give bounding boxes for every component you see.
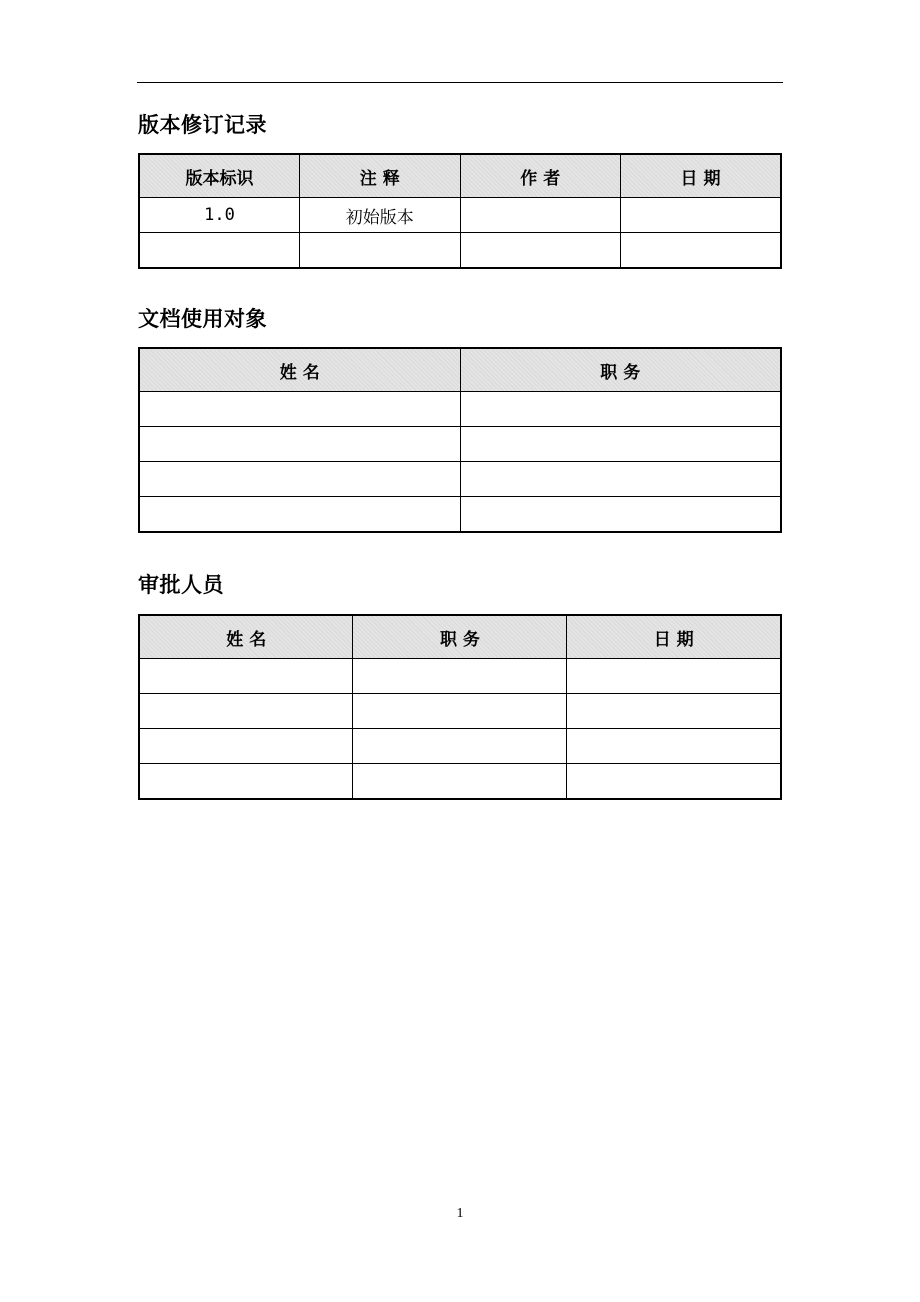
audience-header-position: 职 务 — [460, 348, 781, 392]
audience-cell-position — [460, 462, 781, 497]
audience-cell-name — [139, 497, 460, 533]
approvers-cell-name — [139, 659, 353, 694]
revision-cell-version — [139, 233, 300, 269]
approvers-cell-name — [139, 694, 353, 729]
page-number: 1 — [456, 1206, 464, 1221]
audience-cell-position — [460, 497, 781, 533]
table-row — [139, 497, 781, 533]
approvers-cell-date — [567, 729, 781, 764]
revision-section-title: 版本修订记录 — [138, 113, 267, 137]
table-row — [139, 427, 781, 462]
approvers-table — [138, 614, 782, 800]
approvers-cell-name — [139, 729, 353, 764]
approvers-cell-name — [139, 764, 353, 800]
audience-header-name: 姓 名 — [139, 348, 460, 392]
table-row — [139, 198, 781, 233]
audience-cell-name — [139, 392, 460, 427]
approvers-header-position: 职 务 — [353, 615, 567, 659]
table-row — [139, 462, 781, 497]
audience-cell-position — [460, 427, 781, 462]
table-row — [139, 729, 781, 764]
audience-cell-name — [139, 427, 460, 462]
revision-cell-notes — [300, 233, 461, 269]
approvers-cell-date — [567, 659, 781, 694]
table-row — [139, 233, 781, 269]
audience-cell-position — [460, 392, 781, 427]
revision-cell-date — [621, 198, 782, 233]
revision-header-row — [139, 154, 781, 198]
approvers-header-name: 姓 名 — [139, 615, 353, 659]
table-row — [139, 764, 781, 800]
audience-table — [138, 347, 782, 533]
revision-cell-author — [460, 198, 621, 233]
revision-cell-date — [621, 233, 782, 269]
revision-table — [138, 153, 782, 269]
table-row — [139, 392, 781, 427]
approvers-cell-position — [353, 764, 567, 800]
table-row — [139, 694, 781, 729]
approvers-cell-position — [353, 659, 567, 694]
approvers-header-row — [139, 615, 781, 659]
approvers-cell-date — [567, 694, 781, 729]
approvers-header-date: 日 期 — [567, 615, 781, 659]
revision-header-author: 作 者 — [460, 154, 621, 198]
audience-header-row — [139, 348, 781, 392]
revision-cell-version: 1.0 — [139, 198, 300, 233]
revision-cell-notes: 初始版本 — [300, 198, 461, 233]
revision-cell-author — [460, 233, 621, 269]
audience-cell-name — [139, 462, 460, 497]
revision-header-version-id: 版本标识 — [139, 154, 300, 198]
revision-header-date: 日 期 — [621, 154, 782, 198]
approvers-cell-position — [353, 729, 567, 764]
approvers-cell-position — [353, 694, 567, 729]
revision-header-notes: 注 释 — [300, 154, 461, 198]
header-rule — [137, 82, 783, 83]
approvers-cell-date — [567, 764, 781, 800]
table-row — [139, 659, 781, 694]
approvers-section-title: 审批人员 — [138, 573, 224, 597]
audience-section-title: 文档使用对象 — [138, 307, 267, 331]
